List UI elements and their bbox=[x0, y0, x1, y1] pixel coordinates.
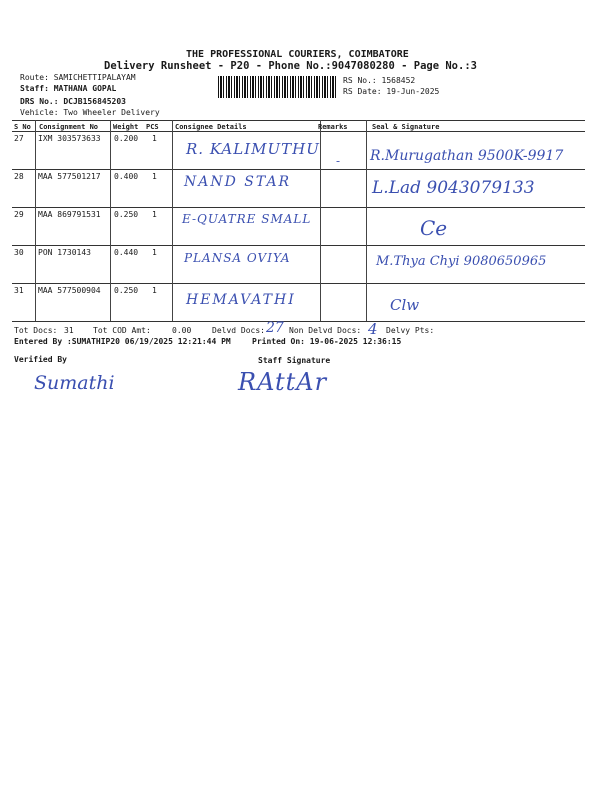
seal-signature: R.Murugathan 9500K-9917 bbox=[370, 148, 564, 164]
runsheet-title: Delivery Runsheet - P20 - Phone No.:9047080280 - Page No.:3 bbox=[104, 60, 477, 72]
staff-label: Staff: MATHANA GOPAL bbox=[20, 84, 117, 93]
cell-pcs: 1 bbox=[152, 134, 157, 143]
col-consignment: Consignment No bbox=[39, 123, 99, 131]
cell-consignment: MAA 577500904 bbox=[38, 286, 101, 295]
non-delvd-label: Non Delvd Docs: bbox=[289, 326, 362, 335]
cell-weight: 0.250 bbox=[114, 210, 139, 219]
company-title: THE PROFESSIONAL COURIERS, COIMBATORE bbox=[186, 49, 409, 60]
consignee-handwriting: NAND STAR bbox=[184, 174, 292, 190]
verified-signature: Sumathi bbox=[34, 372, 115, 394]
seal-signature: L.Lad 9043079133 bbox=[372, 178, 535, 198]
cell-sno: 28 bbox=[14, 172, 24, 181]
consignee-handwriting: R. KALIMUTHU bbox=[186, 140, 320, 158]
seal-signature: Ce bbox=[420, 216, 448, 240]
cell-sno: 31 bbox=[14, 286, 24, 295]
cell-pcs: 1 bbox=[152, 210, 157, 219]
rs-number: RS No.: 1568452 bbox=[343, 76, 416, 85]
seal-signature: M.Thya Chyi 9080650965 bbox=[376, 254, 547, 269]
cell-consignment: MAA 869791531 bbox=[38, 210, 101, 219]
cell-pcs: 1 bbox=[152, 286, 157, 295]
delvd-docs-handwriting: 27 bbox=[266, 320, 284, 336]
non-delvd-handwriting: 4 bbox=[368, 320, 378, 338]
tot-cod-value: 0.00 bbox=[172, 326, 192, 335]
tot-cod-label: Tot COD Amt: bbox=[93, 326, 151, 335]
delvd-docs-label: Delvd Docs: bbox=[212, 326, 265, 335]
consignee-handwriting: HEMAVATHI bbox=[186, 292, 296, 308]
col-seal: Seal & Signature bbox=[372, 123, 440, 131]
col-weight: Weight bbox=[113, 123, 139, 131]
cell-consignment: IXM 303573633 bbox=[38, 134, 101, 143]
barcode bbox=[218, 76, 336, 98]
cell-weight: 0.200 bbox=[114, 134, 139, 143]
col-remarks: Remarks bbox=[318, 123, 348, 131]
col-sno: S No bbox=[14, 123, 31, 131]
tot-docs-label: Tot Docs: bbox=[14, 326, 58, 335]
entered-by: Entered By :SUMATHIP20 06/19/2025 12:21:44 PM bbox=[14, 337, 231, 346]
cell-sno: 30 bbox=[14, 248, 24, 257]
cell-weight: 0.440 bbox=[114, 248, 139, 257]
cell-pcs: 1 bbox=[152, 172, 157, 181]
cell-sno: 27 bbox=[14, 134, 24, 143]
cell-weight: 0.400 bbox=[114, 172, 139, 181]
remark-handwriting: - bbox=[336, 154, 341, 168]
cell-sno: 29 bbox=[14, 210, 24, 219]
tot-docs-value: 31 bbox=[64, 326, 74, 335]
vehicle-label: Vehicle: Two Wheeler Delivery bbox=[20, 108, 160, 117]
cell-pcs: 1 bbox=[152, 248, 157, 257]
drs-number: DRS No.: DCJB156845203 bbox=[20, 97, 126, 106]
staff-signature: RAttAr bbox=[238, 368, 328, 396]
consignee-handwriting: E-QUATRE SMALL bbox=[182, 212, 312, 226]
seal-signature: Clw bbox=[390, 296, 420, 314]
cell-consignment: PON 1730143 bbox=[38, 248, 91, 257]
verified-by-label: Verified By bbox=[14, 355, 67, 364]
cell-weight: 0.250 bbox=[114, 286, 139, 295]
col-pcs: PCS bbox=[146, 123, 159, 131]
staff-signature-label: Staff Signature bbox=[258, 356, 331, 365]
cell-consignment: MAA 577501217 bbox=[38, 172, 101, 181]
rs-date: RS Date: 19-Jun-2025 bbox=[343, 87, 440, 96]
consignee-handwriting: PLANSA OVIYA bbox=[184, 251, 291, 265]
col-consignee: Consignee Details bbox=[175, 123, 247, 131]
printed-on: Printed On: 19-06-2025 12:36:15 bbox=[252, 337, 402, 346]
route-label: Route: SAMICHETTIPALAYAM bbox=[20, 73, 136, 82]
delvy-pts-label: Delvy Pts: bbox=[386, 326, 435, 335]
